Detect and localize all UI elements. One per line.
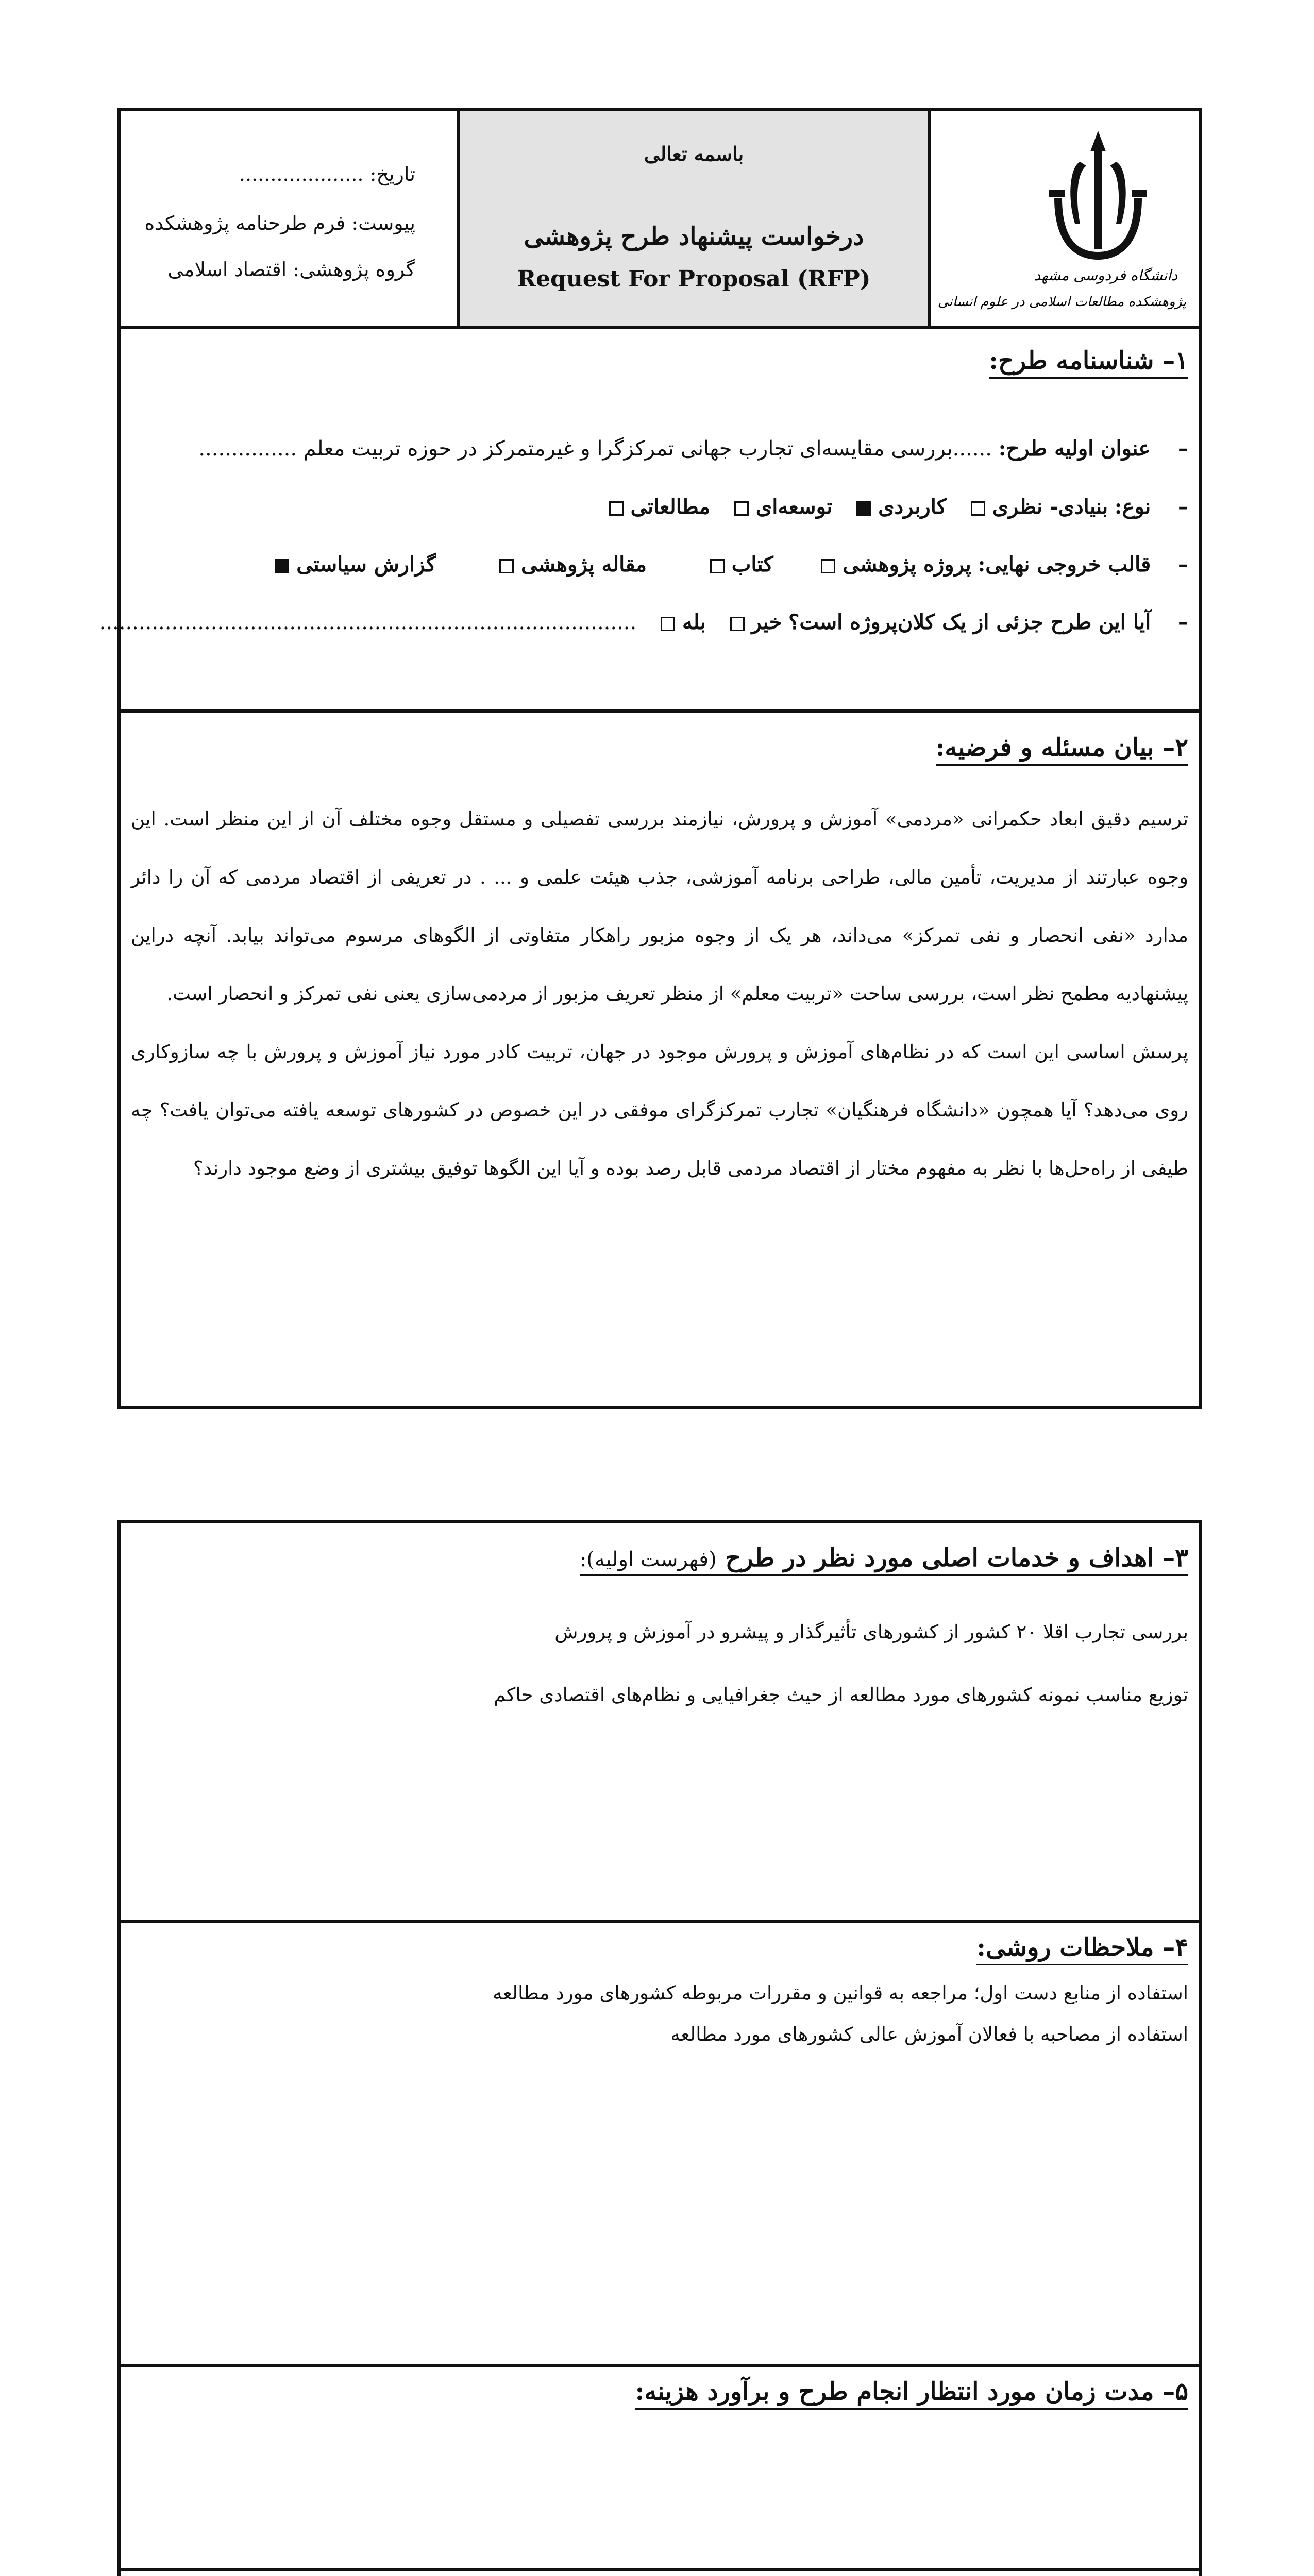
objective-item-2: توزیع مناسب نمونه کشورهای مورد مطالعه از حیث جغرافیایی و نظام‌های اقتصادی حاکم — [494, 1684, 1188, 1706]
institute-logo — [937, 121, 1187, 316]
macro-option-yes[interactable]: بله — [661, 610, 706, 634]
checkbox[interactable] — [609, 501, 624, 516]
title-cell — [457, 111, 928, 326]
section-3-heading-note: (فهرست اولیه): — [579, 1548, 717, 1571]
macro-project-label: آیا این طرح جزئی از یک کلان‌پروژه است؟ — [788, 610, 1151, 634]
output-option-research-project[interactable]: پروژه پژوهشی — [821, 552, 971, 577]
basmala: باسمه تعالی — [644, 142, 744, 165]
macro-option-no[interactable]: خیر — [730, 610, 782, 634]
checkbox[interactable] — [661, 617, 675, 631]
research-group-line: گروه پژوهشی: اقتصاد اسلامی — [167, 258, 415, 281]
section-2-heading: ۲– بیان مسئله و فرضیه: — [936, 733, 1188, 766]
output-option-article[interactable]: مقاله پژوهشی — [499, 552, 647, 577]
problem-paragraph-1: ترسیم دقیق ابعاد حکمرانی «مردمی» آموزش و پرورش، نیازمند بررسی تفصیلی و مستقل وجوه مختلف آن از این منظر است. این وجوه عبارتند از مدیریت، تأمین مالی، طراحی برنامه آموزشی، جذب هیئت علمی و ... . در تعریفی از اقتصاد مردمی که آن را دائر مدارد «نفی انحصار و نفی تمرکز» می‌داند، هر یک از وجوه مزبور راهکار متفاوتی از الگوهای مرسوم می‌تواند بیابد. آنچه دراین پیشنهادیه مطمح نظر است، بررسی ساحت «تربیت معلم» از منظر تعریف مزبور از مردمی‌سازی یعنی نفی تمرکز و انحصار است. — [131, 808, 1188, 1005]
problem-paragraph-2: پرسش اساسی این است که در نظام‌های آموزش و پرورش موجود در جهان، تربیت کادر مورد نیاز آموزش و پرورش با چه سازوکاری روی می‌دهد؟ آیا همچون «دانشگاه فرهنگیان» تجارب تمرکزگرای موفقی در این خصوص در کشورهای توسعه یافته می‌توان یافت؟ چه طیفی از راه‌حل‌ها با نظر به مفهوم مختار از اقتصاد مردمی قابل رصد بوده و آیا این الگوها توفیق بیشتری از وضع موجود دارند؟ — [131, 1041, 1188, 1179]
macro-project-dots: .................................................................................. — [99, 611, 637, 634]
output-option-book[interactable]: کتاب — [710, 552, 773, 577]
checkbox-checked[interactable] — [275, 559, 289, 573]
section-3-heading: ۳– اهداف و خدمات اصلی مورد نظر در طرح (فهرست اولیه): — [580, 1544, 1188, 1576]
attachment-line: پیوست: فرم طرحنامه پژوهشکده — [144, 212, 415, 234]
form-header — [121, 111, 1199, 329]
section-objectives — [121, 1523, 1199, 1920]
section-1-heading: ۱– شناسنامه طرح: — [989, 346, 1188, 379]
section-executor-qualifications — [121, 2571, 1199, 2576]
type-option-fundamental[interactable]: بنیادی- نظری — [971, 495, 1108, 519]
form-title-en: Request For Proposal (RFP) — [517, 266, 871, 292]
output-format-row: – قالب خروجی نهایی: پروژه پژوهشی کتاب مقاله پژوهشی گزارش سیاستی — [257, 552, 1188, 577]
project-type-row: – نوع: بنیادی- نظری کاربردی توسعه‌ای مطالعاتی — [592, 495, 1188, 519]
objective-item-1: بررسی تجارب اقلا ۲۰ کشور از کشورهای تأثیرگذار و پیشرو در آموزش و پرورش — [554, 1621, 1188, 1643]
date-line: تاریخ: .................... — [239, 163, 415, 185]
section-5-heading: ۵– مدت زمان مورد انتظار انجام طرح و برآورد هزینه: — [635, 2377, 1188, 2410]
logo-cell — [928, 111, 1199, 326]
logo-caption-institute: پژوهشکده مطالعات اسلامی در علوم انسانی — [937, 294, 1187, 310]
section-methodology — [121, 1923, 1199, 2364]
project-title-row: – عنوان اولیه طرح: ......بررسی مقایسه‌ای تجارب جهانی تمرکزگرا و غیرمتمرکز در حوزه تربیت معلم ............... — [198, 436, 1188, 461]
form-title-fa: درخواست پیشنهاد طرح پژوهشی — [524, 222, 864, 251]
section-identity — [99, 326, 1199, 709]
checkbox[interactable] — [734, 501, 749, 516]
type-option-applied[interactable]: کاربردی — [856, 495, 947, 519]
info-cell — [121, 111, 457, 326]
method-item-1: استفاده از منابع دست اول؛ مراجعه به قوانین و مقررات مربوطه کشورهای مورد مطالعه — [493, 1982, 1188, 2004]
type-option-developmental[interactable]: توسعه‌ای — [734, 495, 832, 519]
section-4-heading: ۴– ملاحظات روشی: — [976, 1933, 1188, 1965]
section-problem-statement — [121, 713, 1199, 1408]
project-title-label: عنوان اولیه طرح: — [998, 436, 1151, 461]
checkbox[interactable] — [730, 617, 745, 631]
form-page-2 — [117, 1520, 1202, 2576]
output-option-policy-report[interactable]: گزارش سیاستی — [275, 552, 436, 577]
checkbox[interactable] — [971, 501, 985, 516]
section-duration-cost — [121, 2367, 1199, 2568]
checkbox[interactable] — [710, 559, 725, 573]
project-title-value: ......بررسی مقایسه‌ای تجارب جهانی تمرکزگرا و غیرمتمرکز در حوزه تربیت معلم ............... — [198, 437, 992, 461]
checkbox[interactable] — [821, 559, 835, 573]
form-page-1 — [99, 108, 1202, 1409]
logo-caption-university: دانشگاه فردوسی مشهد — [1034, 267, 1178, 284]
type-option-study[interactable]: مطالعاتی — [609, 495, 711, 519]
method-item-2: استفاده از مصاحبه با فعالان آموزش عالی کشورهای مورد مطالعه — [670, 2023, 1188, 2045]
checkbox[interactable] — [499, 559, 514, 573]
macro-project-row: – آیا این طرح جزئی از یک کلان‌پروژه است؟ خیر بله .................................................................................. — [99, 610, 1188, 634]
project-type-label: نوع: — [1114, 495, 1151, 519]
checkbox-checked[interactable] — [856, 501, 871, 516]
output-format-label: قالب خروجی نهایی: — [978, 552, 1151, 577]
